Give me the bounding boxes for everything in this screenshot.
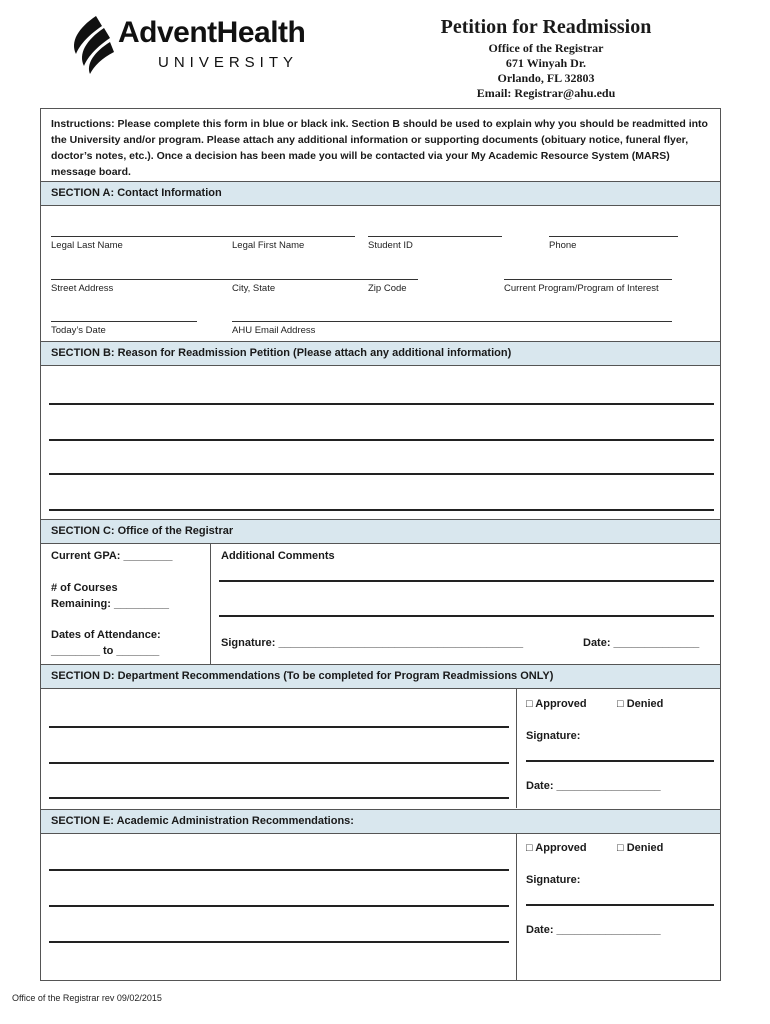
- section-a-header: SECTION A: Contact Information: [41, 181, 720, 206]
- office-street: 671 Winyah Dr.: [505, 56, 587, 70]
- section-c-divider: [210, 543, 211, 664]
- flame-icon: [66, 14, 116, 76]
- date-line[interactable]: [51, 321, 197, 322]
- admin-approved-checkbox[interactable]: □ Approved: [526, 842, 587, 854]
- form-header: [420, 16, 672, 101]
- dept-line-3[interactable]: [49, 797, 509, 799]
- section-c-header: SECTION C: Office of the Registrar: [41, 519, 720, 544]
- label-email: AHU Email Address: [232, 325, 316, 336]
- label-date: Today’s Date: [51, 325, 106, 336]
- reason-line-1[interactable]: [49, 403, 714, 405]
- current-gpa-field[interactable]: Current GPA: ________: [51, 550, 173, 562]
- dept-signature-label: Signature:: [526, 730, 581, 742]
- label-phone: Phone: [549, 240, 577, 251]
- instructions: Instructions: Please complete this form in blue or black ink. Section B should be used to explain why you should be readmitted into the University and/or program. Please attach any additional information or supporting documents (obituary notice, funeral flyer, doctor’s notes, etc.). Once a decision has been made you will be contacted via your My Academic Resource System (MARS) message board.: [51, 118, 708, 176]
- admin-line-2[interactable]: [49, 905, 509, 907]
- admin-denied-checkbox[interactable]: □ Denied: [617, 842, 664, 854]
- admin-date-field[interactable]: Date: _________________: [526, 924, 661, 936]
- registrar-signature-field[interactable]: Signature: ________________________________________: [221, 637, 524, 649]
- student-id-line[interactable]: [368, 236, 502, 237]
- office-city: Orlando, FL 32803: [497, 71, 595, 85]
- courses-label: # of Courses: [51, 582, 118, 594]
- phone-line[interactable]: [549, 236, 678, 237]
- label-first-name: Legal First Name: [232, 240, 305, 251]
- dates-attendance-label: Dates of Attendance:: [51, 629, 161, 641]
- email-line[interactable]: [232, 321, 672, 322]
- label-student-id: Student ID: [368, 240, 413, 251]
- label-zip: Zip Code: [368, 283, 407, 294]
- brand-name: AdventHealth: [118, 16, 306, 49]
- label-program: Current Program/Program of Interest: [504, 283, 659, 294]
- dates-attendance-field[interactable]: ________ to _______: [51, 645, 160, 657]
- admin-line-1[interactable]: [49, 869, 509, 871]
- advent-health-logo: [66, 14, 346, 78]
- section-e-divider: [516, 833, 517, 980]
- dept-signature-line[interactable]: [526, 760, 714, 762]
- reason-line-4[interactable]: [49, 509, 714, 511]
- reason-line-3[interactable]: [49, 473, 714, 475]
- section-d-header: SECTION D: Department Recommendations (To be completed for Program Readmissions ONLY): [41, 664, 720, 689]
- program-line[interactable]: [504, 279, 672, 280]
- dept-approved-checkbox[interactable]: □ Approved: [526, 698, 587, 710]
- brand-sub: UNIVERSITY: [158, 54, 299, 71]
- section-e-header: SECTION E: Academic Administration Recommendations:: [41, 809, 720, 834]
- section-b-header: SECTION B: Reason for Readmission Petition (Please attach any additional information): [41, 341, 720, 366]
- dept-date-field[interactable]: Date: _________________: [526, 780, 661, 792]
- additional-comments-label: Additional Comments: [221, 550, 335, 562]
- office-email: Email: Registrar@ahu.edu: [476, 86, 616, 100]
- dept-denied-checkbox[interactable]: □ Denied: [617, 698, 664, 710]
- admin-signature-label: Signature:: [526, 874, 581, 886]
- comments-line-1[interactable]: [219, 580, 714, 582]
- form-title: Petition for Readmission: [440, 16, 652, 38]
- label-city-state: City, State: [232, 283, 276, 294]
- courses-remaining-field[interactable]: Remaining: _________: [51, 598, 170, 610]
- comments-line-2[interactable]: [219, 615, 714, 617]
- address-line[interactable]: [51, 279, 418, 280]
- registrar-date-field[interactable]: Date: ______________: [583, 637, 700, 649]
- footer-revision: Office of the Registrar rev 09/02/2015: [12, 993, 162, 1003]
- label-street: Street Address: [51, 283, 114, 294]
- office-name: Office of the Registrar: [488, 41, 604, 55]
- dept-line-1[interactable]: [49, 726, 509, 728]
- admin-line-3[interactable]: [49, 941, 509, 943]
- last-first-name-line[interactable]: [51, 236, 355, 237]
- label-last-name: Legal Last Name: [51, 240, 123, 251]
- dept-line-2[interactable]: [49, 762, 509, 764]
- admin-signature-line[interactable]: [526, 904, 714, 906]
- section-d-divider: [516, 688, 517, 808]
- reason-line-2[interactable]: [49, 439, 714, 441]
